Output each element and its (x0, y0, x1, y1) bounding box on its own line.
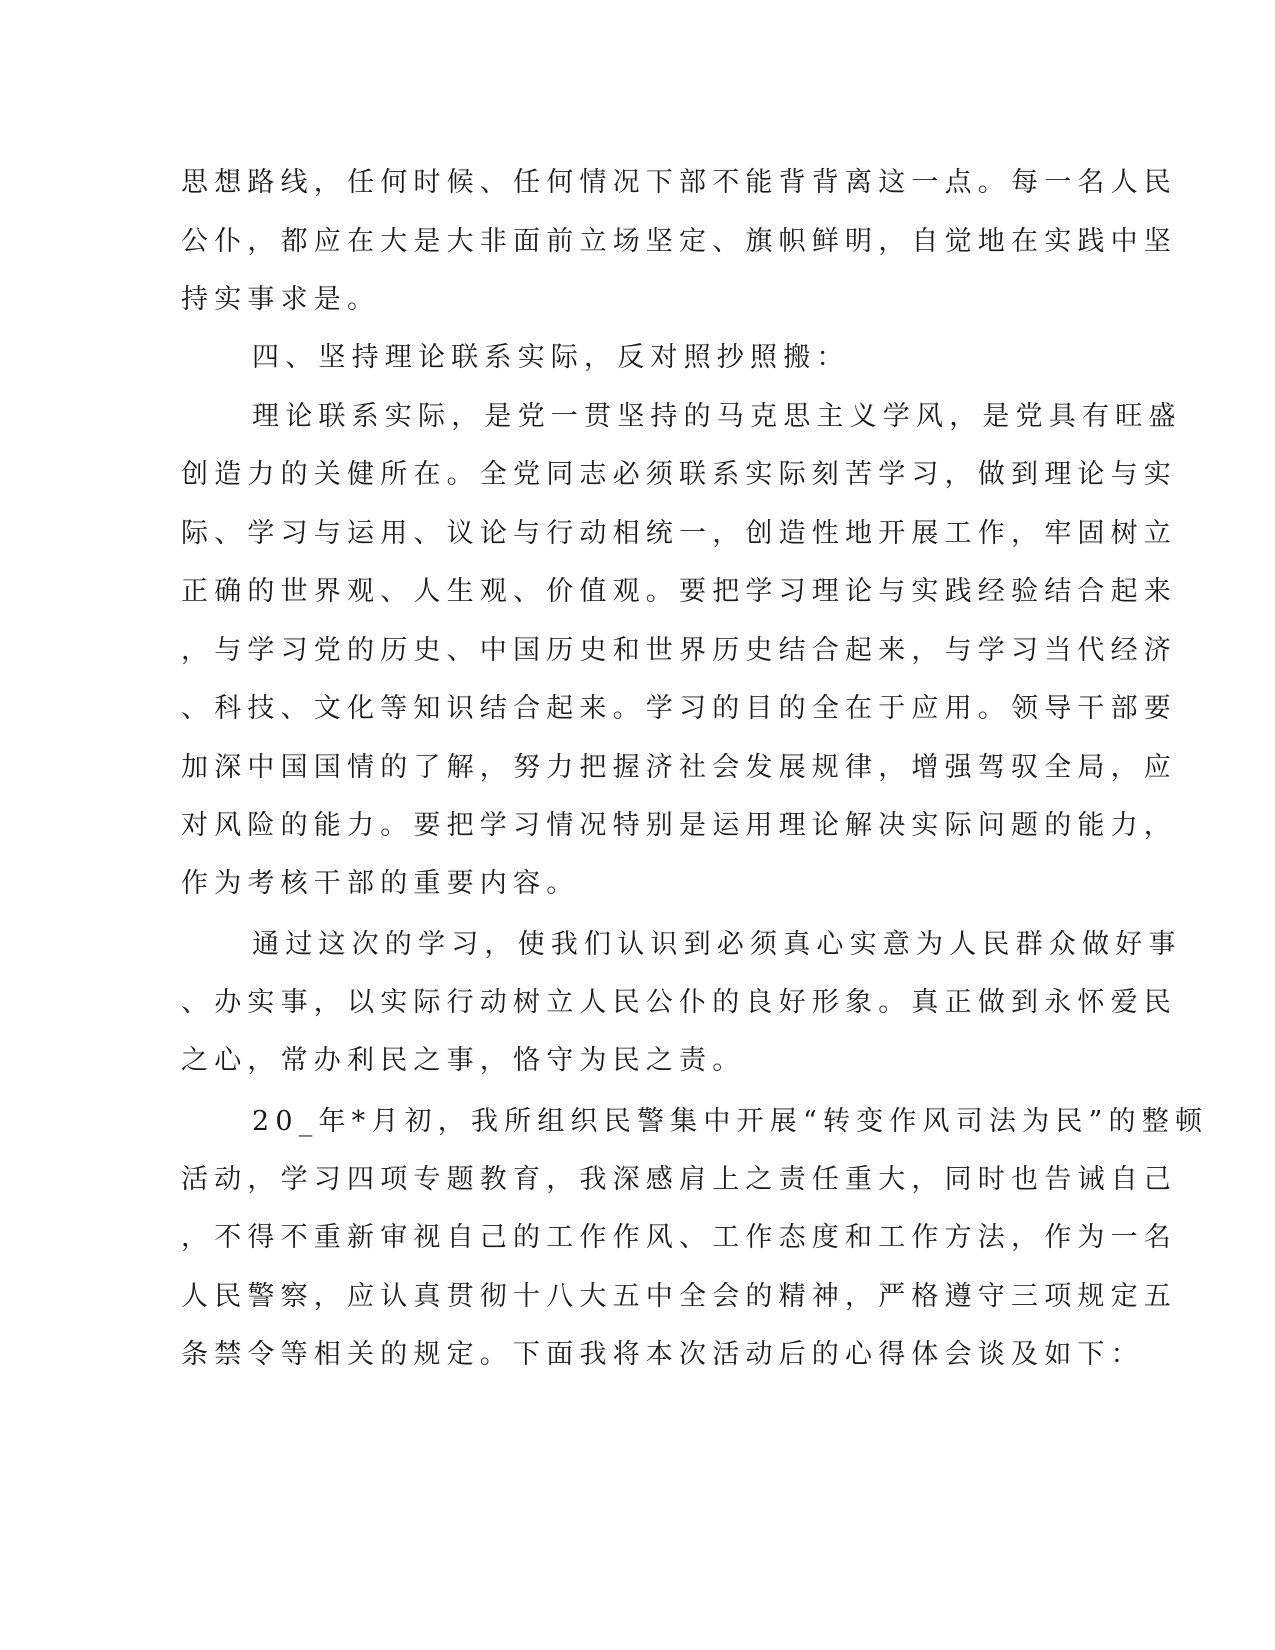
text-line: 20_年*月初，我所组织民警集中开展“转变作风司法为民”的整顿 (252, 1106, 1209, 1137)
text-line: 思想路线，任何时候、任何情况下部不能背背离这一点。每一名人民 (181, 167, 1177, 198)
text-line: 条禁令等相关的规定。下面我将本次活动后的心得体会谈及如下： (181, 1339, 1144, 1370)
text-line: ，与学习党的历史、中国历史和世界历史结合起来，与学习当代经济 (181, 635, 1177, 666)
text-line: 理论联系实际，是党一贯坚持的马克思主义学风，是党具有旺盛 (252, 401, 1182, 432)
text-line: 、办实事，以实际行动树立人民公仆的良好形象。真正做到永怀爱民 (181, 987, 1177, 1018)
text-line: 作为考核干部的重要内容。 (181, 868, 580, 899)
section-heading: 四、坚持理论联系实际，反对照抄照搬： (252, 342, 850, 373)
text-line: 通过这次的学习，使我们认识到必须真心实意为人民群众做好事 (252, 929, 1182, 960)
text-line: ，不得不重新审视自己的工作作风、工作态度和工作方法，作为一名 (181, 1222, 1177, 1253)
text-line: 公仆，都应在大是大非面前立场坚定、旗帜鲜明，自觉地在实践中坚 (181, 226, 1177, 257)
text-line: 之心，常办利民之事，恪守为民之责。 (181, 1045, 746, 1076)
text-line: 对风险的能力。要把学习情况特别是运用理论解决实际问题的能力， (181, 810, 1177, 841)
text-line: 际、学习与运用、议论与行动相统一，创造性地开展工作，牢固树立 (181, 518, 1177, 549)
text-line: 正确的世界观、人生观、价值观。要把学习理论与实践经验结合起来 (181, 576, 1177, 607)
text-line: 持实事求是。 (181, 284, 381, 315)
text-line: 创造力的关健所在。全党同志必须联系实际刻苦学习，做到理论与实 (181, 459, 1177, 490)
text-line: 加深中国国情的了解，努力把握济社会发展规律，增强驾驭全局，应 (181, 752, 1177, 783)
text-line: 、科技、文化等知识结合起来。学习的目的全在于应用。领导干部要 (181, 693, 1177, 724)
text-line: 人民警察，应认真贯彻十八大五中全会的精神，严格遵守三项规定五 (181, 1281, 1177, 1312)
text-line: 活动，学习四项专题教育，我深感肩上之责任重大，同时也告诫自己 (181, 1164, 1177, 1195)
